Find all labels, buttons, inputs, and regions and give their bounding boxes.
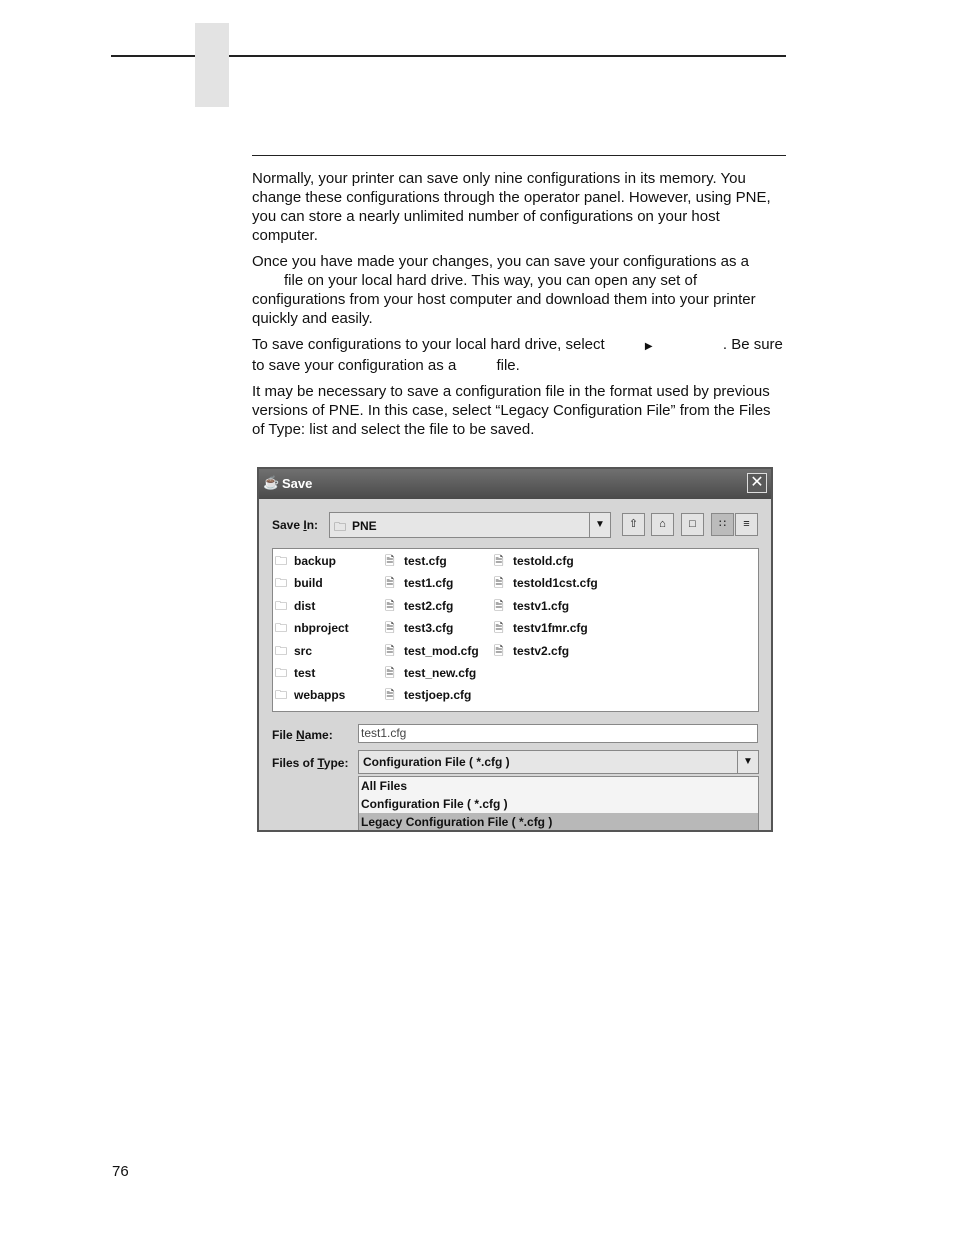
- file-icon: 🗎: [385, 554, 395, 568]
- type-option-legacy[interactable]: Legacy Configuration File ( *.cfg ): [359, 813, 758, 831]
- file-icon: 🗎: [494, 576, 504, 590]
- list-item[interactable]: 🗀 dist: [275, 599, 316, 613]
- dialog-titlebar[interactable]: [259, 469, 771, 499]
- save-in-value: PNE: [352, 519, 377, 533]
- save-in-combo[interactable]: [329, 512, 611, 538]
- save-in-label: Save In:: [272, 518, 319, 532]
- files-of-type-value: Configuration File ( *.cfg ): [363, 755, 510, 769]
- up-folder-icon: ⇧: [628, 518, 639, 530]
- folder-icon: 🗀: [275, 644, 288, 658]
- list-item[interactable]: 🗎 testv2.cfg: [494, 644, 570, 658]
- section-rule: [252, 155, 786, 156]
- details-view-icon: ≡: [743, 518, 750, 530]
- list-item[interactable]: 🗎 test1.cfg: [385, 576, 454, 590]
- type-option-all-files[interactable]: All Files: [361, 779, 408, 793]
- list-item[interactable]: 🗀 src: [275, 644, 313, 658]
- list-item[interactable]: 🗎 test3.cfg: [385, 621, 454, 635]
- paragraph-3-start: To save configurations to your local hard drive, select: [252, 336, 605, 353]
- home-button[interactable]: [651, 513, 674, 536]
- list-item[interactable]: 🗎 test_mod.cfg: [385, 644, 479, 658]
- close-button[interactable]: [747, 473, 767, 493]
- list-item[interactable]: 🗀 backup: [275, 554, 337, 568]
- close-icon: ✕: [750, 474, 764, 491]
- file-name-label: File Name:: [272, 728, 333, 742]
- file-name-input[interactable]: test1.cfg: [358, 724, 758, 743]
- paragraph-4: It may be necessary to save a configuration file in the format used by previous versions of PNE. In this case, select “Legacy Configuration File” from the Files of Type: list and select the file to be saved.: [252, 383, 771, 438]
- list-item[interactable]: 🗎 testjoep.cfg: [385, 688, 472, 702]
- list-item[interactable]: 🗀 webapps: [275, 688, 346, 702]
- paragraph-1: Normally, your printer can save only nine configurations in its memory. You change these configurations through the operator panel. However, using PNE, you can store a nearly unlimited number of configurations on your host computer.: [252, 170, 771, 244]
- folder-icon: 🗀: [275, 621, 288, 635]
- list-item[interactable]: 🗎 testold1cst.cfg: [494, 576, 598, 590]
- file-icon: 🗎: [385, 688, 395, 702]
- file-list-pane[interactable]: [272, 548, 759, 712]
- list-item[interactable]: 🗎 testold.cfg: [494, 554, 574, 568]
- files-of-type-dropdown: [358, 776, 759, 832]
- file-icon: 🗎: [385, 576, 395, 590]
- list-item[interactable]: 🗀 test: [275, 666, 316, 680]
- list-item[interactable]: 🗎 test_new.cfg: [385, 666, 477, 680]
- file-icon: 🗎: [385, 599, 395, 613]
- paragraph-2: [252, 252, 786, 328]
- body-text: [252, 169, 786, 446]
- new-folder-icon: □: [689, 518, 696, 530]
- chapter-tab: [195, 23, 229, 107]
- file-icon: 🗎: [494, 599, 504, 613]
- file-icon: 🗎: [385, 621, 395, 635]
- save-dialog: [257, 467, 773, 832]
- file-icon: 🗎: [494, 644, 504, 658]
- type-option-configuration[interactable]: Configuration File ( *.cfg ): [361, 797, 508, 811]
- list-view-icon: ∷: [719, 518, 726, 530]
- chevron-down-icon[interactable]: ▼: [589, 513, 610, 537]
- folder-icon: 🗀: [275, 576, 288, 590]
- details-view-button[interactable]: [735, 513, 758, 536]
- java-cup-icon: ☕: [263, 475, 280, 490]
- list-item[interactable]: 🗀 nbproject: [275, 621, 349, 635]
- file-icon: 🗎: [385, 644, 395, 658]
- list-item[interactable]: 🗎 testv1fmr.cfg: [494, 621, 588, 635]
- file-icon: 🗎: [494, 621, 504, 635]
- file-icon: 🗎: [494, 554, 504, 568]
- files-of-type-label: Files of Type:: [272, 756, 349, 770]
- list-item[interactable]: 🗎 test2.cfg: [385, 599, 454, 613]
- menu-arrow-icon: ▶: [644, 341, 653, 352]
- paragraph-3-end: file.: [496, 357, 520, 374]
- chevron-down-icon[interactable]: ▼: [737, 751, 758, 773]
- folder-icon: 🗀: [275, 666, 288, 680]
- folder-icon: 🗀: [275, 688, 288, 702]
- paragraph-3-mid: . Be sure to save your configuration as a: [252, 336, 783, 374]
- list-item[interactable]: 🗀 build: [275, 576, 323, 590]
- file-icon: 🗎: [385, 666, 395, 680]
- paragraph-3: [252, 335, 786, 375]
- folder-icon: 🗀: [275, 554, 288, 568]
- list-item[interactable]: 🗎 testv1.cfg: [494, 599, 570, 613]
- paragraph-2-start: Once you have made your changes, you can save your configurations as a: [252, 253, 749, 270]
- files-of-type-select[interactable]: [358, 750, 759, 774]
- dialog-title: Save: [282, 476, 313, 491]
- list-view-button[interactable]: [711, 513, 734, 536]
- folder-icon: 🗀: [334, 520, 347, 534]
- paragraph-2-rest: file on your local hard drive. This way, you can open any set of configurations from your host computer and download them into your printer quickly and easily.: [252, 272, 756, 327]
- page-number: 76: [112, 1163, 129, 1180]
- folder-icon: 🗀: [275, 599, 288, 613]
- new-folder-button[interactable]: [681, 513, 704, 536]
- up-one-level-button[interactable]: [622, 513, 645, 536]
- home-icon: ⌂: [659, 518, 666, 530]
- list-item[interactable]: 🗎 test.cfg: [385, 554, 447, 568]
